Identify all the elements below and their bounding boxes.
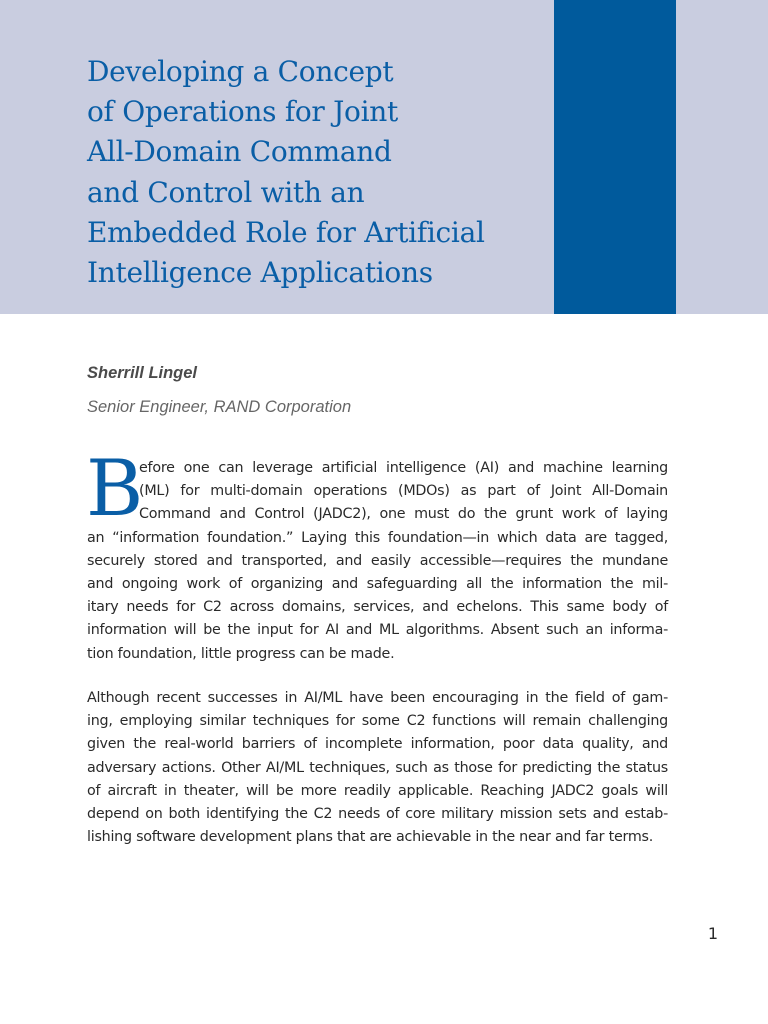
paragraph-line: ing, employing similar techniques for some C2 functions will remain challenging bbox=[87, 713, 668, 730]
paragraph-line: an “information foundation.” Laying this foundation—in which data are tagged, bbox=[87, 529, 668, 546]
title-line: Intelligence Applications bbox=[87, 256, 433, 290]
accent-bar bbox=[554, 0, 676, 314]
paragraph-line: information will be the input for AI and ML algorithms. Absent such an informa- bbox=[87, 622, 668, 639]
drop-cap: B bbox=[86, 444, 144, 534]
body-paragraph-1 bbox=[87, 457, 668, 666]
title-line: and Control with an bbox=[87, 175, 365, 209]
page-number: 1 bbox=[707, 924, 718, 943]
author-name: Sherrill Lingel bbox=[87, 364, 198, 382]
title-line: Embedded Role for Artificial bbox=[87, 215, 485, 249]
paragraph-line: securely stored and transported, and easily accessible—requires the mundane bbox=[87, 552, 668, 569]
paragraph-line: efore one can leverage artificial intelligence (AI) and machine learning bbox=[139, 460, 668, 476]
title-line: of Operations for Joint bbox=[87, 95, 398, 129]
paragraph-line: Although recent successes in AI/ML have been encouraging in the field of gam- bbox=[87, 690, 668, 706]
body-paragraph-2 bbox=[87, 687, 668, 849]
paragraph-line: lishing software development plans that are achievable in the near and far terms. bbox=[87, 829, 654, 846]
title-line: All-Domain Command bbox=[87, 135, 392, 169]
paragraph-line: Command and Control (JADC2), one must do the grunt work of laying bbox=[139, 506, 668, 523]
chapter-title bbox=[87, 52, 547, 293]
paragraph-line: of aircraft in theater, will be more readily applicable. Reaching JADC2 goals will bbox=[87, 782, 668, 799]
paragraph-line: (ML) for multi-domain operations (MDOs) as part of Joint All-Domain bbox=[139, 483, 668, 500]
paragraph-line: and ongoing work of organizing and safeguarding all the information the mil- bbox=[87, 576, 668, 593]
title-line: Developing a Concept bbox=[87, 55, 394, 88]
paragraph-line: tion foundation, little progress can be made. bbox=[87, 645, 395, 662]
paragraph-line: depend on both identifying the C2 needs of core military mission sets and estab- bbox=[87, 806, 668, 823]
paragraph-line: adversary actions. Other AI/ML techniques, such as those for predicting the status bbox=[87, 759, 668, 776]
author-affiliation: Senior Engineer, RAND Corporation bbox=[87, 398, 352, 416]
paragraph-line: given the real-world barriers of incomplete information, poor data quality, and bbox=[87, 736, 668, 753]
paragraph-line: itary needs for C2 across domains, services, and echelons. This same body of bbox=[87, 599, 668, 616]
